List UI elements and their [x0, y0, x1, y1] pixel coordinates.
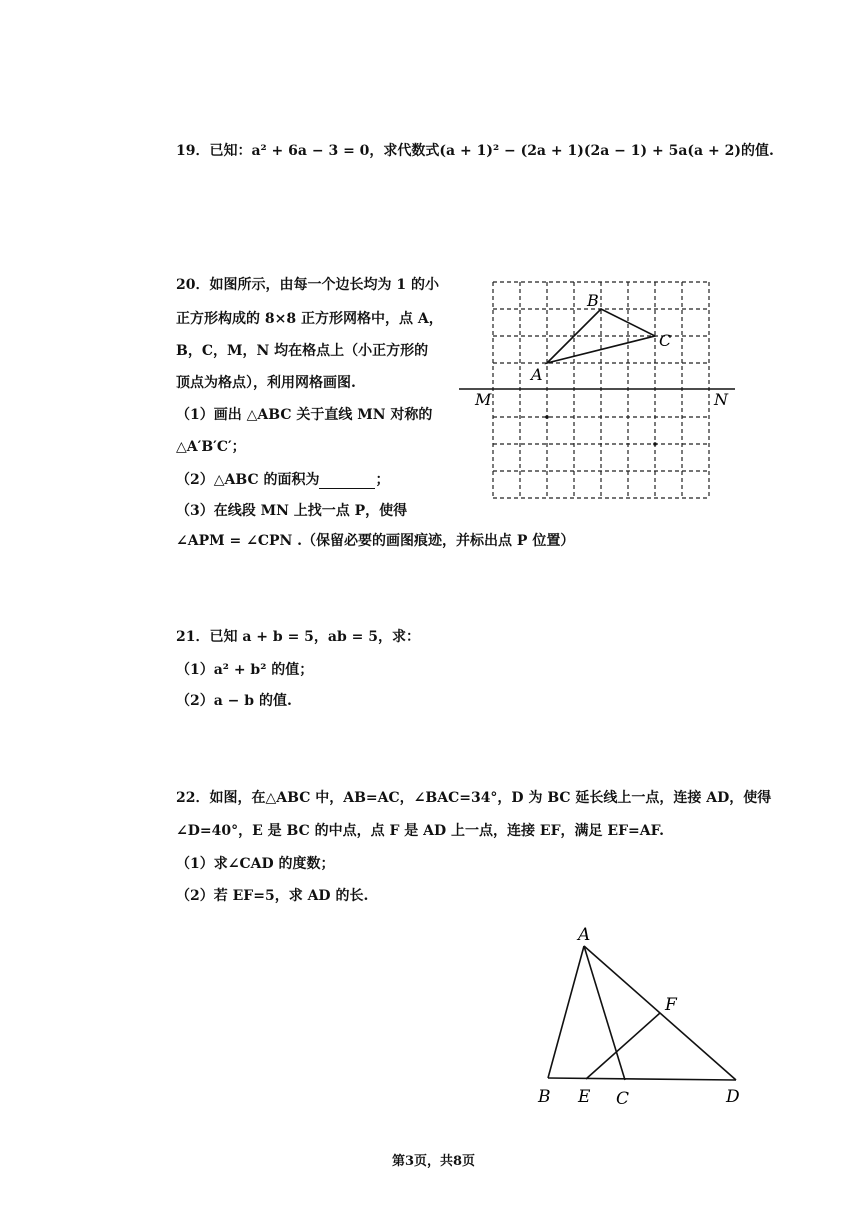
q22-line-1: 22．如图，在△ABC 中，AB=AC，∠BAC=34°，D 为 BC 延长线上一点，连接 AD，使得 — [176, 790, 772, 806]
label-f: F — [665, 995, 677, 1015]
q22-line-2: ∠D=40°，E 是 BC 的中点，点 F 是 AD 上一点，连接 EF，满足 EF=AF. — [176, 823, 665, 839]
q22-line-3: （1）求∠CAD 的度数； — [176, 856, 335, 872]
triangle-figure — [530, 922, 760, 1112]
grid-lines — [493, 282, 709, 498]
question-19-text: 19． — [176, 143, 210, 159]
label-b: B — [538, 1087, 551, 1107]
q20-area-end: ； — [375, 472, 390, 488]
label-m: M — [475, 390, 492, 409]
q20-line-5: （1）画出 △ABC 关于直线 MN 对称的 — [176, 407, 433, 423]
q22-line-4: （2）若 EF=5，求 AD 的长. — [176, 888, 369, 904]
answer-blank — [319, 474, 375, 489]
label-c: C — [659, 331, 672, 350]
q20-line-1: 20．如图所示，由每一个边长均为 1 的小 — [176, 277, 439, 293]
grid-dot — [653, 442, 657, 446]
grid-dot — [545, 415, 549, 419]
segment-ac — [584, 946, 625, 1080]
q20-line-3: B，C，M，N 均在格点上（小正方形的 — [176, 343, 429, 359]
q21-line-3: （2）a − b 的值. — [176, 693, 292, 709]
q20-line-2: 正方形构成的 8×8 正方形网格中，点 A， — [176, 311, 443, 327]
grid-figure — [455, 272, 745, 502]
q20-line-6: △A′B′C′； — [176, 439, 246, 455]
q20-area-label: （2）△ABC 的面积为 — [176, 472, 320, 488]
segment-ef — [586, 1013, 660, 1079]
label-a: A — [531, 365, 543, 384]
segment-ab — [548, 946, 584, 1078]
q20-line-8: （3）在线段 MN 上找一点 P，使得 — [176, 503, 408, 519]
question-19 — [176, 140, 774, 160]
q21-line-1: 21．已知 a + b = 5，ab = 5，求： — [176, 629, 420, 645]
label-e: E — [578, 1087, 591, 1107]
q21-line-2: （1）a² + b² 的值； — [176, 662, 314, 678]
page-number: 第3页，共8页 — [391, 1154, 476, 1169]
q20-line-7 — [176, 469, 389, 489]
q20-line-9: ∠APM = ∠CPN .（保留必要的画图痕迹，并标出点 P 位置） — [176, 533, 575, 549]
segment-bd — [548, 1078, 736, 1080]
label-b: B — [587, 291, 599, 310]
q20-line-4: 顶点为格点），利用网格画图. — [176, 375, 356, 391]
question-19-body: 已知：a² + 6a − 3 = 0，求代数式(a + 1)² − (2a + 1)(2a − 1) + 5a(a + 2)的值. — [209, 143, 774, 159]
label-n: N — [714, 390, 728, 409]
label-c: C — [616, 1089, 630, 1109]
label-d: D — [726, 1087, 740, 1107]
label-a: A — [578, 925, 591, 945]
